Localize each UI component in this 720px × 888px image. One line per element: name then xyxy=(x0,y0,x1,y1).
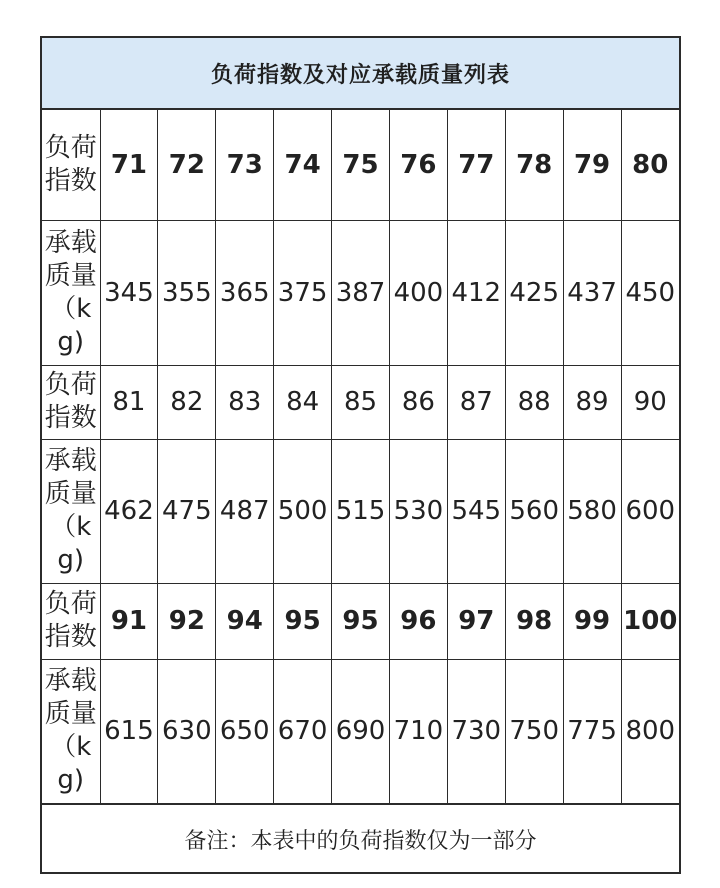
index-cell: 99 xyxy=(563,583,621,659)
load-cell: 710 xyxy=(389,659,447,803)
table-footnote: 备注：本表中的负荷指数仅为一部分 xyxy=(42,804,679,875)
load-cell: 355 xyxy=(158,220,216,365)
load-cell: 500 xyxy=(274,439,332,583)
index-cell: 78 xyxy=(505,110,563,220)
index-cell: 80 xyxy=(621,110,679,220)
load-cell: 615 xyxy=(100,659,158,803)
load-cell: 437 xyxy=(563,220,621,365)
load-cell: 750 xyxy=(505,659,563,803)
row-header-load-index: 负荷指数 xyxy=(42,365,100,439)
index-cell: 81 xyxy=(100,365,158,439)
load-cell: 487 xyxy=(216,439,274,583)
index-cell: 86 xyxy=(389,365,447,439)
index-cell: 87 xyxy=(447,365,505,439)
index-cell: 75 xyxy=(332,110,390,220)
table-row xyxy=(42,583,679,659)
row-header-load-mass: 承载质量（kg) xyxy=(42,659,100,803)
index-cell: 95 xyxy=(274,583,332,659)
index-cell: 88 xyxy=(505,365,563,439)
index-cell: 98 xyxy=(505,583,563,659)
table-row xyxy=(42,220,679,365)
index-cell: 95 xyxy=(332,583,390,659)
row-header-load-index: 负荷指数 xyxy=(42,583,100,659)
index-cell: 94 xyxy=(216,583,274,659)
table-row xyxy=(42,110,679,220)
table-row xyxy=(42,659,679,803)
load-cell: 400 xyxy=(389,220,447,365)
load-cell: 545 xyxy=(447,439,505,583)
table-row xyxy=(42,365,679,439)
index-cell: 100 xyxy=(621,583,679,659)
index-cell: 72 xyxy=(158,110,216,220)
load-cell: 375 xyxy=(274,220,332,365)
index-cell: 71 xyxy=(100,110,158,220)
load-cell: 450 xyxy=(621,220,679,365)
index-cell: 91 xyxy=(100,583,158,659)
load-cell: 730 xyxy=(447,659,505,803)
load-cell: 365 xyxy=(216,220,274,365)
row-header-load-index: 负荷指数 xyxy=(42,110,100,220)
index-cell: 74 xyxy=(274,110,332,220)
load-index-table-frame xyxy=(40,36,681,874)
index-cell: 83 xyxy=(216,365,274,439)
load-cell: 630 xyxy=(158,659,216,803)
load-cell: 650 xyxy=(216,659,274,803)
load-cell: 530 xyxy=(389,439,447,583)
load-cell: 387 xyxy=(332,220,390,365)
load-cell: 800 xyxy=(621,659,679,803)
index-cell: 77 xyxy=(447,110,505,220)
load-cell: 425 xyxy=(505,220,563,365)
index-cell: 79 xyxy=(563,110,621,220)
load-index-table xyxy=(42,110,679,804)
load-cell: 690 xyxy=(332,659,390,803)
load-cell: 345 xyxy=(100,220,158,365)
index-cell: 76 xyxy=(389,110,447,220)
load-cell: 670 xyxy=(274,659,332,803)
load-cell: 515 xyxy=(332,439,390,583)
index-cell: 92 xyxy=(158,583,216,659)
table-row xyxy=(42,439,679,583)
index-cell: 73 xyxy=(216,110,274,220)
index-cell: 97 xyxy=(447,583,505,659)
load-cell: 475 xyxy=(158,439,216,583)
index-cell: 96 xyxy=(389,583,447,659)
load-cell: 775 xyxy=(563,659,621,803)
load-cell: 462 xyxy=(100,439,158,583)
index-cell: 82 xyxy=(158,365,216,439)
load-cell: 412 xyxy=(447,220,505,365)
load-cell: 580 xyxy=(563,439,621,583)
row-header-load-mass: 承载质量（kg) xyxy=(42,220,100,365)
index-cell: 84 xyxy=(274,365,332,439)
index-cell: 85 xyxy=(332,365,390,439)
index-cell: 89 xyxy=(563,365,621,439)
table-title: 负荷指数及对应承载质量列表 xyxy=(42,38,679,110)
load-cell: 600 xyxy=(621,439,679,583)
index-cell: 90 xyxy=(621,365,679,439)
load-cell: 560 xyxy=(505,439,563,583)
row-header-load-mass: 承载质量（kg) xyxy=(42,439,100,583)
